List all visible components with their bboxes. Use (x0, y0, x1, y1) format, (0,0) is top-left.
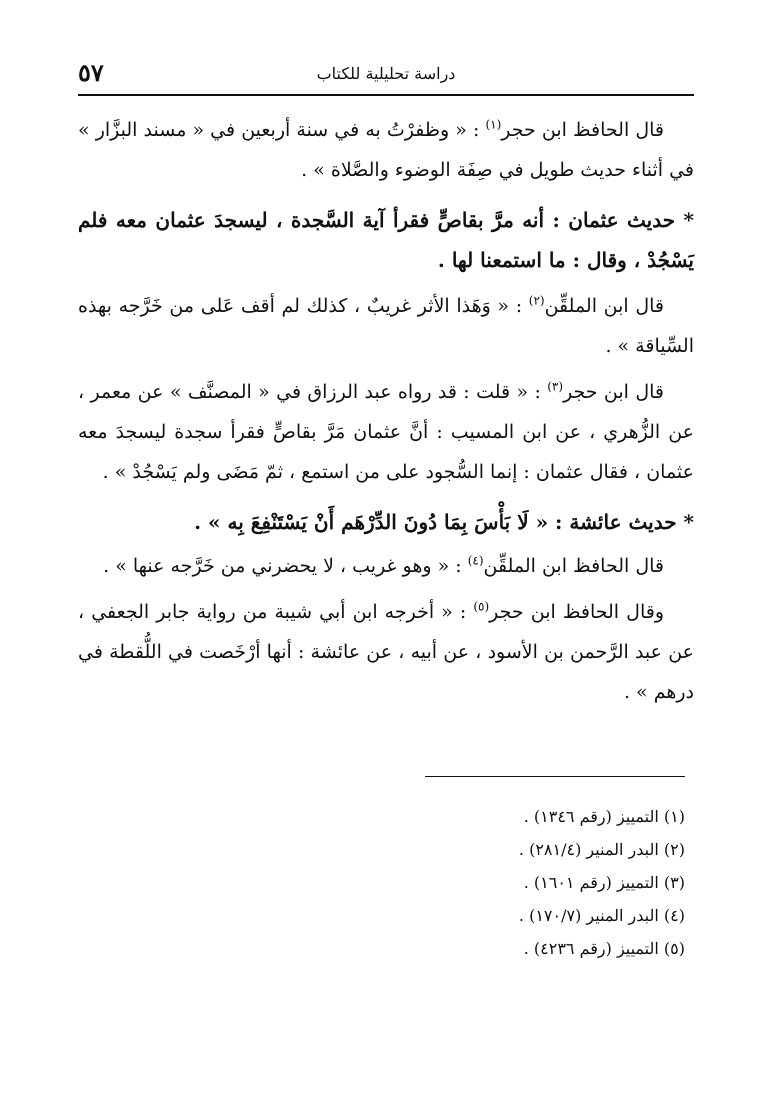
paragraph-ibn-mulaqqin-1 (78, 286, 694, 366)
hadith-heading-uthman (78, 200, 694, 280)
footnote-marker[interactable]: (١) (485, 117, 502, 132)
footnote-item: (٤) البدر المنير (١٧٠/٧) . (518, 906, 685, 925)
footnote-marker[interactable]: (٤) (467, 553, 484, 568)
paragraph-text: قال الحافظ ابن الملقِّن (483, 555, 664, 577)
paragraph-text: : « قلت : قد رواه عبد الرزاق في « المصنَّف » عن معمر ، عن الزُّهري ، عن ابن المسيب : أنَّ عثمان مَرَّ بقاصٍّ فقرأ سجدة ليسجدَ معه عثمان ، فقال عثمان : إنما السُّجود على من استمع ، ثمّ مَضَى ولم يَسْجُدْ » . (78, 381, 694, 483)
paragraph-text: قال ابن الملقِّن (544, 295, 664, 317)
paragraph-ibn-hajar-1 (78, 110, 694, 190)
hadith-heading-aisha (78, 502, 694, 542)
running-title: دراسة تحليلية للكتاب (316, 64, 456, 83)
page-number: ٥٧ (78, 58, 104, 87)
page-header (78, 54, 694, 96)
paragraph-text: : « وهو غريب ، لا يحضرني من خَرَّجه عنها » . (103, 555, 468, 577)
paragraph-text: : « أخرجه ابن أبي شيبة من رواية جابر الجعفي ، عن عبد الرَّحمن بن الأسود ، عن أبيه ، عن عائشة : أنها أرْخَصت في اللُّقطة في درهم » . (78, 601, 694, 703)
star-bullet: * (683, 208, 694, 232)
footnote-marker[interactable]: (٥) (473, 599, 490, 614)
paragraph-text: : « وَهَذا الأثر غريبٌ ، كذلك لم أقف عَلى من خَرَّجه بهذه السِّياقة » . (78, 295, 694, 357)
paragraph-text: : « وظفرْتُ به في سنة أربعين في « مسند البزَّار » في أثناء حديث طويل في صِفَة الوضوء والصَّلاة » . (78, 119, 694, 181)
main-text (78, 110, 694, 718)
paragraph-text: قال الحافظ ابن حجر (501, 119, 665, 141)
paragraph-ibn-hajar-3 (78, 592, 694, 712)
footnote-marker[interactable]: (٢) (528, 293, 545, 308)
heading-text: حديث عائشة : « لَا بَأْسَ بِمَا دُونَ الدِّرْهَم أَنْ يَسْتَنْفِعَ بِه » . (194, 510, 684, 534)
footnote-item: (٥) التمييز (رقم ٤٢٣٦) . (523, 939, 685, 958)
paragraph-text: وقال الحافظ ابن حجر (489, 601, 664, 623)
paragraph-text: قال ابن حجر (563, 381, 664, 403)
footnote-marker[interactable]: (٣) (547, 379, 564, 394)
heading-text: حديث عثمان : أنه مرَّ بقاصٍّ فقرأ آية السَّجدة ، ليسجدَ عثمان معه فلم يَسْجُدْ ، وقال : ما استمعنا لها . (78, 208, 694, 272)
footnote-item: (٢) البدر المنير (٢٨١/٤) . (518, 840, 685, 859)
footnote-item: (٣) التمييز (رقم ١٦٠١) . (523, 873, 685, 892)
footnote-item: (١) التمييز (رقم ١٣٤٦) . (523, 807, 685, 826)
paragraph-ibn-hajar-2 (78, 372, 694, 492)
paragraph-ibn-mulaqqin-2 (78, 546, 694, 586)
star-bullet: * (683, 510, 694, 534)
footnotes-list (69, 800, 685, 965)
footnote-separator (425, 776, 685, 777)
